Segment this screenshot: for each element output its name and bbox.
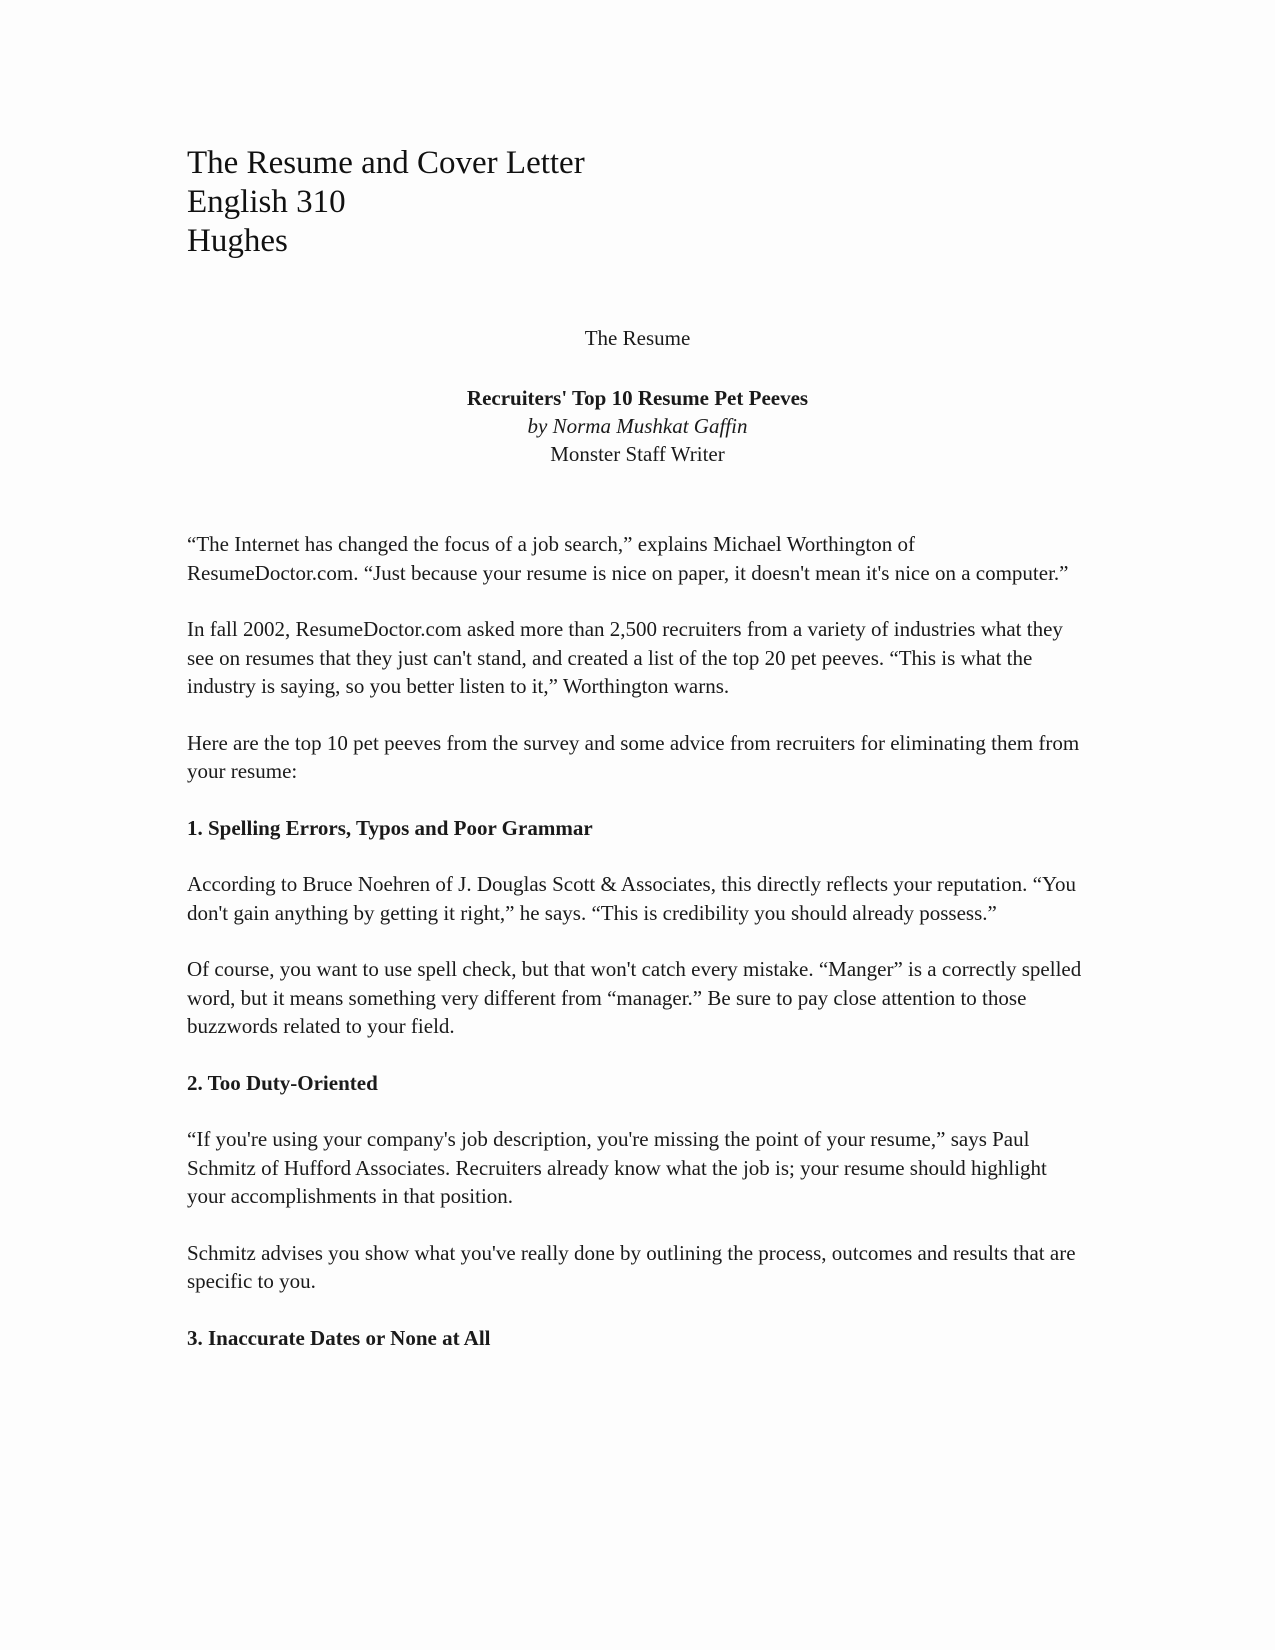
peeve-heading: 2. Too Duty-Oriented — [187, 1070, 378, 1095]
article-body — [187, 530, 1087, 1380]
section-title: The Resume — [584, 326, 691, 350]
peeve-heading: 3. Inaccurate Dates or None at All — [187, 1325, 491, 1350]
document-header — [187, 144, 585, 261]
course-number: English 310 — [187, 184, 346, 220]
paragraph: According to Bruce Noehren of J. Douglas Scott & Associates, this directly reflects your reputation. “You don't gain anything by getting it right,” he says. “This is credibility you should already possess.” — [187, 872, 1077, 925]
paragraph: Here are the top 10 pet peeves from the survey and some advice from recruiters for eliminating them from your resume: — [187, 730, 1080, 783]
paragraph: In fall 2002, ResumeDoctor.com asked more than 2,500 recruiters from a variety of industries what they see on resumes that they just can't stand, and created a list of the top 20 pet peeves. “This is what the industry is saying, so you better listen to it,” Worthington warns. — [187, 617, 1063, 698]
article-title: Recruiters' Top 10 Resume Pet Peeves — [466, 386, 809, 410]
instructor-name: Hughes — [187, 223, 288, 259]
author-role: Monster Staff Writer — [550, 442, 725, 466]
paragraph: Of course, you want to use spell check, but that won't catch every mistake. “Manger” is a correctly spelled word, but it means something very different from “manager.” Be sure to pay close attention to those buzzwords related to your field. — [187, 957, 1082, 1038]
peeve-heading: 1. Spelling Errors, Typos and Poor Grammar — [187, 815, 593, 840]
article-byline — [0, 384, 1275, 468]
paragraph: “The Internet has changed the focus of a job search,” explains Michael Worthington of ResumeDoctor.com. “Just because your resume is nice on paper, it doesn't mean it's nice on a computer.” — [187, 532, 1069, 585]
course-title: The Resume and Cover Letter — [187, 145, 585, 181]
paragraph: “If you're using your company's job description, you're missing the point of your resume,” says Paul Schmitz of Hufford Associates. Recruiters already know what the job is; your resume should highlight your accomplishments in that position. — [187, 1127, 1047, 1208]
paragraph: Schmitz advises you show what you've really done by outlining the process, outcomes and results that are specific to you. — [187, 1240, 1076, 1293]
article-author: by Norma Mushkat Gaffin — [527, 414, 748, 438]
